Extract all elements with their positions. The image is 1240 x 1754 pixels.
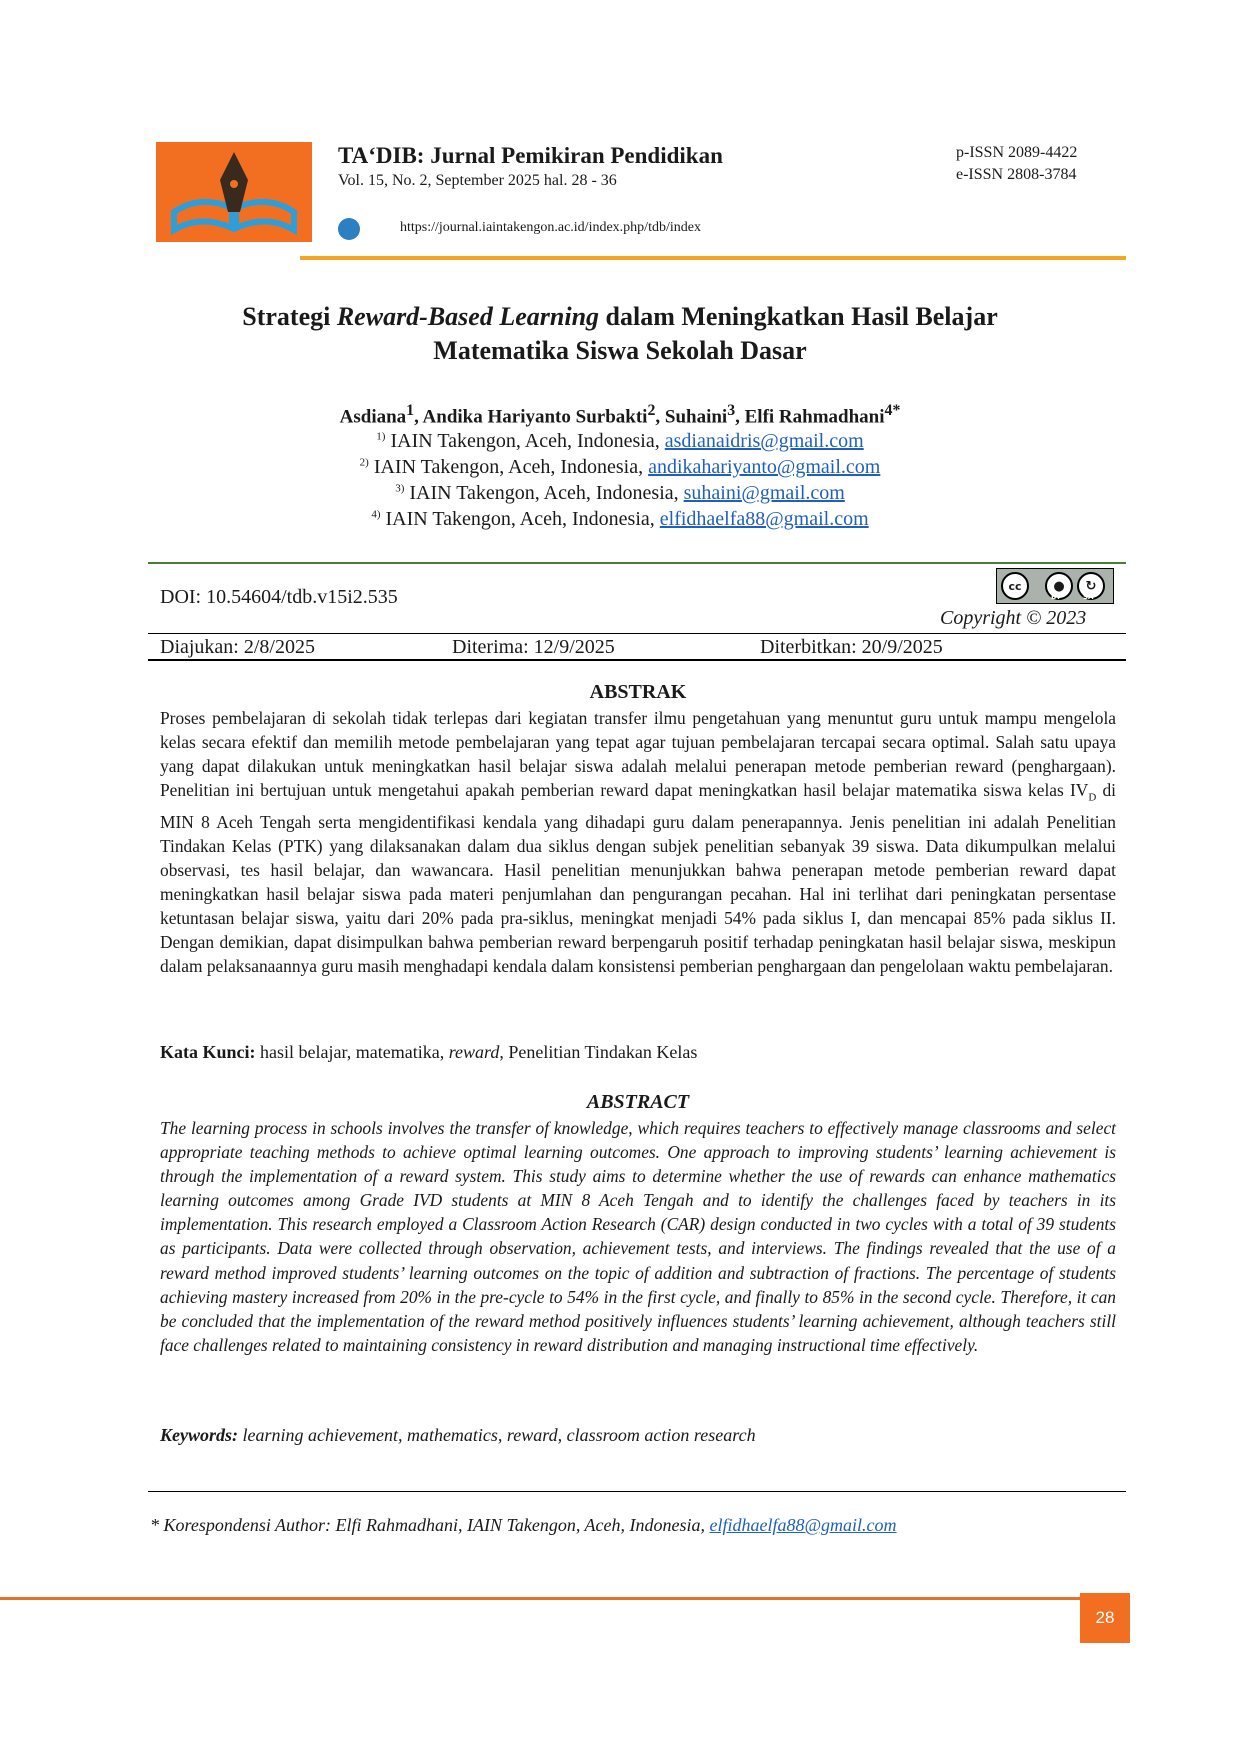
- submitted-date: Diajukan: 2/8/2025: [160, 636, 315, 658]
- keywords-label: Keywords:: [160, 1425, 238, 1445]
- footer-divider: [0, 1597, 1080, 1600]
- abstrak-text: Proses pembelajaran di sekolah tidak terlepas dari kegiatan transfer ilmu pengetahuan yang menuntut guru untuk mampu mengelola kelas secara efektif dan memilih metode pembelajaran yang tepat agar tujuan pembelajaran tercapai secara optimal. Salah satu upaya yang dapat dilakukan untuk meningkatkan hasil belajar siswa adalah melalui penerapan metode pemberian reward (penghargaan). Penelitian ini bertujuan untuk mengetahui apakah pemberian reward dapat meningkatkan hasil belajar matematika siswa kelas IV: [160, 708, 1116, 801]
- author-sup: 1: [406, 402, 415, 419]
- affiliation-mark: 4): [371, 508, 381, 521]
- author-email-link[interactable]: asdianaidris@gmail.com: [664, 430, 864, 452]
- author-sup: 4*: [884, 402, 901, 419]
- author-name: Elfi Rahmadhani: [744, 406, 885, 428]
- author-email-link[interactable]: suhaini@gmail.com: [683, 482, 845, 504]
- abstrak-text: di MIN 8 Aceh Tengah serta mengidentifikasi kendala yang dihadapi guru dalam penerapannya. Jenis penelitian ini adalah Penelitian Tindakan Kelas (PTK) yang dilaksanakan dalam dua siklus dengan subjek penelitian sebanyak 39 siswa. Data dikumpulkan melalui observasi, tes hasil belajar, dan wawancara. Hasil penelitian menunjukkan bahwa penerapan metode pemberian reward dapat meningkatkan hasil belajar siswa pada materi penjumlahan dan pengurangan pecahan. Hal ini terlihat dari peningkatan persentase ketuntasan belajar siswa, yaitu dari 20% pada pra-siklus, meningkat menjadi 54% pada siklus I, dan mencapai 85% pada siklus II. Dengan demikian, dapat disimpulkan bahwa pemberian reward berpengaruh positif terhadap peningkatan hasil belajar siswa, meskipun dalam pelaksanaannya guru masih menghadapi kendala dalam konsistensi pemberian penghargaan dan pengelolaan waktu pembelajaran.: [160, 780, 1117, 977]
- affiliation: [160, 456, 1080, 479]
- accepted-date: Diterima: 12/9/2025: [452, 636, 615, 658]
- article-title: [160, 300, 1080, 368]
- author-separator: ,: [414, 406, 423, 428]
- correspondence-note: [150, 1515, 897, 1536]
- title-italic: Reward-Based Learning: [336, 302, 600, 331]
- journal-logo: [156, 142, 312, 242]
- title-prefix: Strategi: [242, 302, 337, 331]
- attribution-icon: ●: [1045, 572, 1073, 600]
- author-sup: 3: [727, 402, 736, 419]
- author-email-link[interactable]: elfidhaelfa88@gmail.com: [659, 508, 869, 530]
- page-number: 28: [1080, 1593, 1130, 1643]
- title-line-2: Matematika Siswa Sekolah Dasar: [433, 336, 807, 365]
- affiliation: [160, 482, 1080, 505]
- title-suffix: dalam Meningkatkan Hasil Belajar: [599, 302, 998, 331]
- author-separator: ,: [655, 406, 665, 428]
- journal-volume: Vol. 15, No. 2, September 2025 hal. 28 - 36: [338, 172, 617, 189]
- cc-icon: cc: [1001, 572, 1029, 600]
- author-name: Andika Hariyanto Surbakti: [422, 406, 648, 428]
- meta-top-divider: [148, 562, 1126, 564]
- meta-bottom-divider: [148, 659, 1126, 661]
- journal-url[interactable]: https://journal.iaintakengon.ac.id/index.php/tdb/index: [400, 220, 701, 235]
- author-sup: 2: [647, 402, 656, 419]
- class-subscript: D: [1088, 791, 1097, 804]
- abstract-body: The learning process in schools involves the transfer of knowledge, which requires teachers to effectively manage classrooms and select appropriate teaching methods to achieve optimal learning outcomes. One approach to improving students’ learning achievement is through the implementation of a reward system. This study aims to determine whether the use of rewards can enhance mathematics learning outcomes among Grade IVD students at MIN 8 Aceh Tengah and to identify the challenges faced by teachers in its implementation. This research employed a Classroom Action Research (CAR) design conducted in two cycles with a total of 39 students as participants. Data were collected through observation, achievement tests, and interviews. The findings revealed that the use of a reward method improved students’ learning outcomes on the topic of addition and subtraction of fractions. The percentage of students achieving mastery increased from 20% in the pre-cycle to 54% in the first cycle, and finally to 85% in the second cycle. Therefore, it can be concluded that the implementation of the reward method positively influences students’ learning achievement, although teachers still face challenges related to maintaining consistency in reward distribution and managing instructional time effectively.: [160, 1118, 1116, 1355]
- doi[interactable]: DOI: 10.54604/tdb.v15i2.535: [160, 586, 398, 608]
- author-email-link[interactable]: andikahariyanto@gmail.com: [648, 456, 881, 478]
- journal-name: TA‘DIB: Jurnal Pemikiran Pendidikan: [338, 143, 723, 168]
- cc-license-badge[interactable]: [996, 568, 1114, 604]
- keywords-text: learning achievement, mathematics, reward, classroom action research: [238, 1425, 756, 1445]
- kata-kunci-label: Kata Kunci:: [160, 1042, 256, 1062]
- author-name: Suhaini: [664, 406, 728, 428]
- abstrak-body: [160, 706, 1116, 979]
- header-divider: [300, 256, 1126, 260]
- globe-icon: [338, 218, 360, 240]
- affiliation: [160, 508, 1080, 531]
- correspondence-email-link[interactable]: elfidhaelfa88@gmail.com: [709, 1515, 897, 1535]
- affiliation-text: IAIN Takengon, Aceh, Indonesia,: [373, 456, 649, 478]
- author-separator: ,: [735, 406, 745, 428]
- affiliation-mark: 3): [395, 482, 405, 495]
- copyright-notice: Copyright © 2023: [940, 607, 1087, 629]
- affiliation-text: IAIN Takengon, Aceh, Indonesia,: [409, 482, 684, 504]
- license-sa-label: SA: [1083, 593, 1094, 601]
- author-name: Asdiana: [339, 406, 407, 428]
- meta-middle-divider: [148, 633, 1126, 634]
- abstrak-heading: ABSTRAK: [589, 681, 687, 703]
- published-date: Diterbitkan: 20/9/2025: [760, 636, 943, 658]
- kata-kunci-text: , Penelitian Tindakan Kelas: [499, 1042, 698, 1062]
- correspondence-text: * Korespondensi Author: Elfi Rahmadhani, IAIN Takengon, Aceh, Indonesia,: [150, 1515, 710, 1535]
- print-issn: p-ISSN 2089-4422: [956, 144, 1078, 161]
- author-list: [160, 402, 1080, 428]
- license-by-label: BY: [1051, 593, 1062, 601]
- electronic-issn: e-ISSN 2808-3784: [956, 166, 1077, 183]
- kata-kunci-italic: reward: [448, 1042, 500, 1062]
- kata-kunci-text: hasil belajar, matematika,: [255, 1042, 449, 1062]
- abstract-heading: ABSTRACT: [586, 1091, 690, 1113]
- affiliation-text: IAIN Takengon, Aceh, Indonesia,: [390, 430, 665, 452]
- affiliation-text: IAIN Takengon, Aceh, Indonesia,: [385, 508, 660, 530]
- affiliation-mark: 2): [359, 456, 369, 469]
- affiliation-mark: 1): [376, 430, 386, 443]
- book-pen-icon: [156, 142, 312, 242]
- kata-kunci: [160, 1042, 1116, 1063]
- share-alike-icon: ↻: [1077, 572, 1105, 600]
- footnote-divider: [148, 1491, 1126, 1492]
- keywords: [160, 1425, 1116, 1446]
- affiliation: [160, 430, 1080, 453]
